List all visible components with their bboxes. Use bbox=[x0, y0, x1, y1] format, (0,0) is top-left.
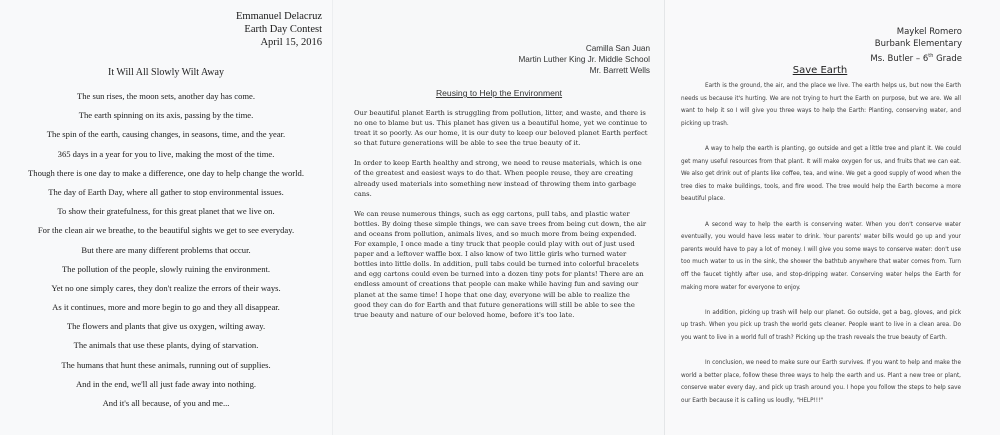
poem-line: To show their gratefulness, for this great planet that we live on. bbox=[57, 206, 275, 217]
grade-label: Grade bbox=[933, 53, 962, 64]
poem-header bbox=[236, 10, 322, 49]
poem-line: And it's all because, of you and me... bbox=[102, 398, 230, 408]
page-reusing-essay bbox=[332, 0, 664, 435]
author-name: Camilla San Juan bbox=[585, 44, 650, 53]
paragraph: We can reuse numerous things, such as egg cartons, pull tabs, and plastic water bottles. By doing these simple things, we can save trees from being cut down, the air and oceans from pollution, animals lives, and so much more from being expended. For example, I once made a tiny truck that people could play with out of just used paper and a leftover waffle box. I also know of two little girls who turned water bottles into little dolls. In addition, pull tabs could be turned into colorful bracelets and egg cartons could even be turned into a dozen tiny pots for plants! There are an endless amount of creations that people can make while having fun and saving our planet at the same time! I hope that one day, everyone will be able to realize the good they can do for Earth and that future generations will still be able to see the true beauty and nature of our beloved home, before it's too late. bbox=[354, 209, 647, 319]
page-poem bbox=[0, 0, 332, 435]
date: April 15, 2016 bbox=[260, 37, 322, 48]
paragraph: Earth is the ground, the air, and the place we live. The earth helps us, but now the Earth needs us because it's hurting. We are not trying to hurt the Earth on purpose, but we are. We all want to help it so I will give you three ways to help the Earth: Planting, conserving water, and picking up trash. bbox=[681, 83, 961, 127]
author-name: Emmanuel Delacruz bbox=[236, 11, 322, 22]
essay-title: Reusing to Help the Environment bbox=[435, 88, 563, 98]
essay-body bbox=[354, 108, 648, 330]
paragraph: Our beautiful planet Earth is struggling from pollution, litter, and waste, and there is no one to blame but us. This planet has given us a beautiful home, yet we continue to treat it so poorly. As our home, it is our duty to keep our beloved planet Earth perfect so that future generations will be able to see the true beauty of it. bbox=[354, 109, 648, 148]
poem-line: And in the end, we'll all just fade away into nothing. bbox=[75, 378, 257, 389]
poem-line: The earth spinning on its axis, passing by the time. bbox=[78, 110, 254, 121]
essay-header bbox=[870, 26, 962, 65]
poem-line: The animals that use these plants, dying of starvation. bbox=[73, 340, 259, 351]
essay-title: Save Earth bbox=[792, 65, 848, 76]
poem-line: The pollution of the people, slowly ruining the environment. bbox=[61, 263, 271, 274]
poem-title: It Will All Slowly Wilt Away bbox=[108, 67, 224, 78]
essay-header bbox=[518, 44, 650, 76]
teacher-grade bbox=[870, 50, 962, 65]
poem-line: For the clean air we breathe, to the beautiful sights we get to see everyday. bbox=[37, 225, 295, 236]
poem-line: The sun rises, the moon sets, another day has come. bbox=[76, 91, 256, 101]
poem-line: The spin of the earth, causing changes, in seasons, time, and the year. bbox=[46, 129, 286, 140]
poem-body bbox=[0, 91, 332, 417]
paragraph: A way to help the earth is planting, go outside and get a little tree and plant it. We could get many useful resources from that plant. It will make oxygen for us, and fruits that we can eat. We also get drink out of plants like coffee, tea, and wine. We get a good supply of wood when the tree dies to make buildings, tools, and fire wood. The tree would help the Earth become a more beautiful place. bbox=[681, 145, 961, 203]
poem-line: But there are many different problems that occur. bbox=[81, 244, 251, 255]
poem-line: Though there is one day to make a difference, one day to help change the world. bbox=[28, 167, 304, 178]
page-save-earth-essay bbox=[664, 0, 1000, 435]
essay-body bbox=[681, 80, 961, 420]
school-name: Martin Luther King Jr. Middle School bbox=[518, 54, 650, 64]
poem-line: 365 days in a year for you to live, making the most of the time. bbox=[57, 148, 275, 159]
poem-line: As it continues, more and more begin to go and they all disappear. bbox=[52, 302, 280, 313]
paragraph: In conclusion, we need to make sure our Earth survives. If you want to help and make the world a better place, follow these three ways to help the earth and us. Plant a new tree or plant, conserve water every day, and pick up trash around you. I hope you follow the steps to help save our Earth because it is calling us loudly, "HELP!!!" bbox=[681, 360, 961, 404]
school-name: Burbank Elementary bbox=[874, 39, 962, 49]
teacher-name: Ms. Butler – 6 bbox=[870, 53, 929, 64]
teacher-name: Mr. Barrett Wells bbox=[589, 65, 650, 75]
contest-name: Earth Day Contest bbox=[244, 24, 322, 35]
author-name: Maykel Romero bbox=[896, 27, 962, 37]
poem-line: The flowers and plants that give us oxygen, wilting away. bbox=[66, 321, 266, 332]
ordinal-suffix: th bbox=[928, 53, 934, 59]
paragraph: A second way to help the earth is conserving water. When you don't conserve water eventually, you would have less water to drink. Your parents' water bills would go up and your parents would have to pay a lot of money. I will give you some ways to conserve water: don't use too much water to us in the sink, the shower the bathtub anywhere that water comes from. Turn off the faucet tightly after use, and stop-dripping water. Conserving water helps the Earth for making more water for everyone to enjoy. bbox=[681, 221, 961, 291]
paragraph: In order to keep Earth healthy and strong, we need to reuse materials, which is one of the greatest and easiest ways to do that. When people reuse, they are creating already used materials into something new instead of throwing them into garbage cans. bbox=[354, 159, 642, 198]
poem-line: Yet no one simply cares, they don't realize the errors of their ways. bbox=[51, 282, 281, 293]
poem-line: The humans that hunt these animals, running out of supplies. bbox=[61, 359, 271, 370]
poem-line: The day of Earth Day, where all gather to stop environmental issues. bbox=[48, 186, 284, 197]
paragraph: In addition, picking up trash will help our planet. Go outside, get a bag, gloves, and pick up trash. When you pick up trash the world gets cleaner. People want to live in a clean area. Do you want to live in a world full of trash? Picking up the trash reveals the true beauty of Earth. bbox=[681, 309, 961, 341]
